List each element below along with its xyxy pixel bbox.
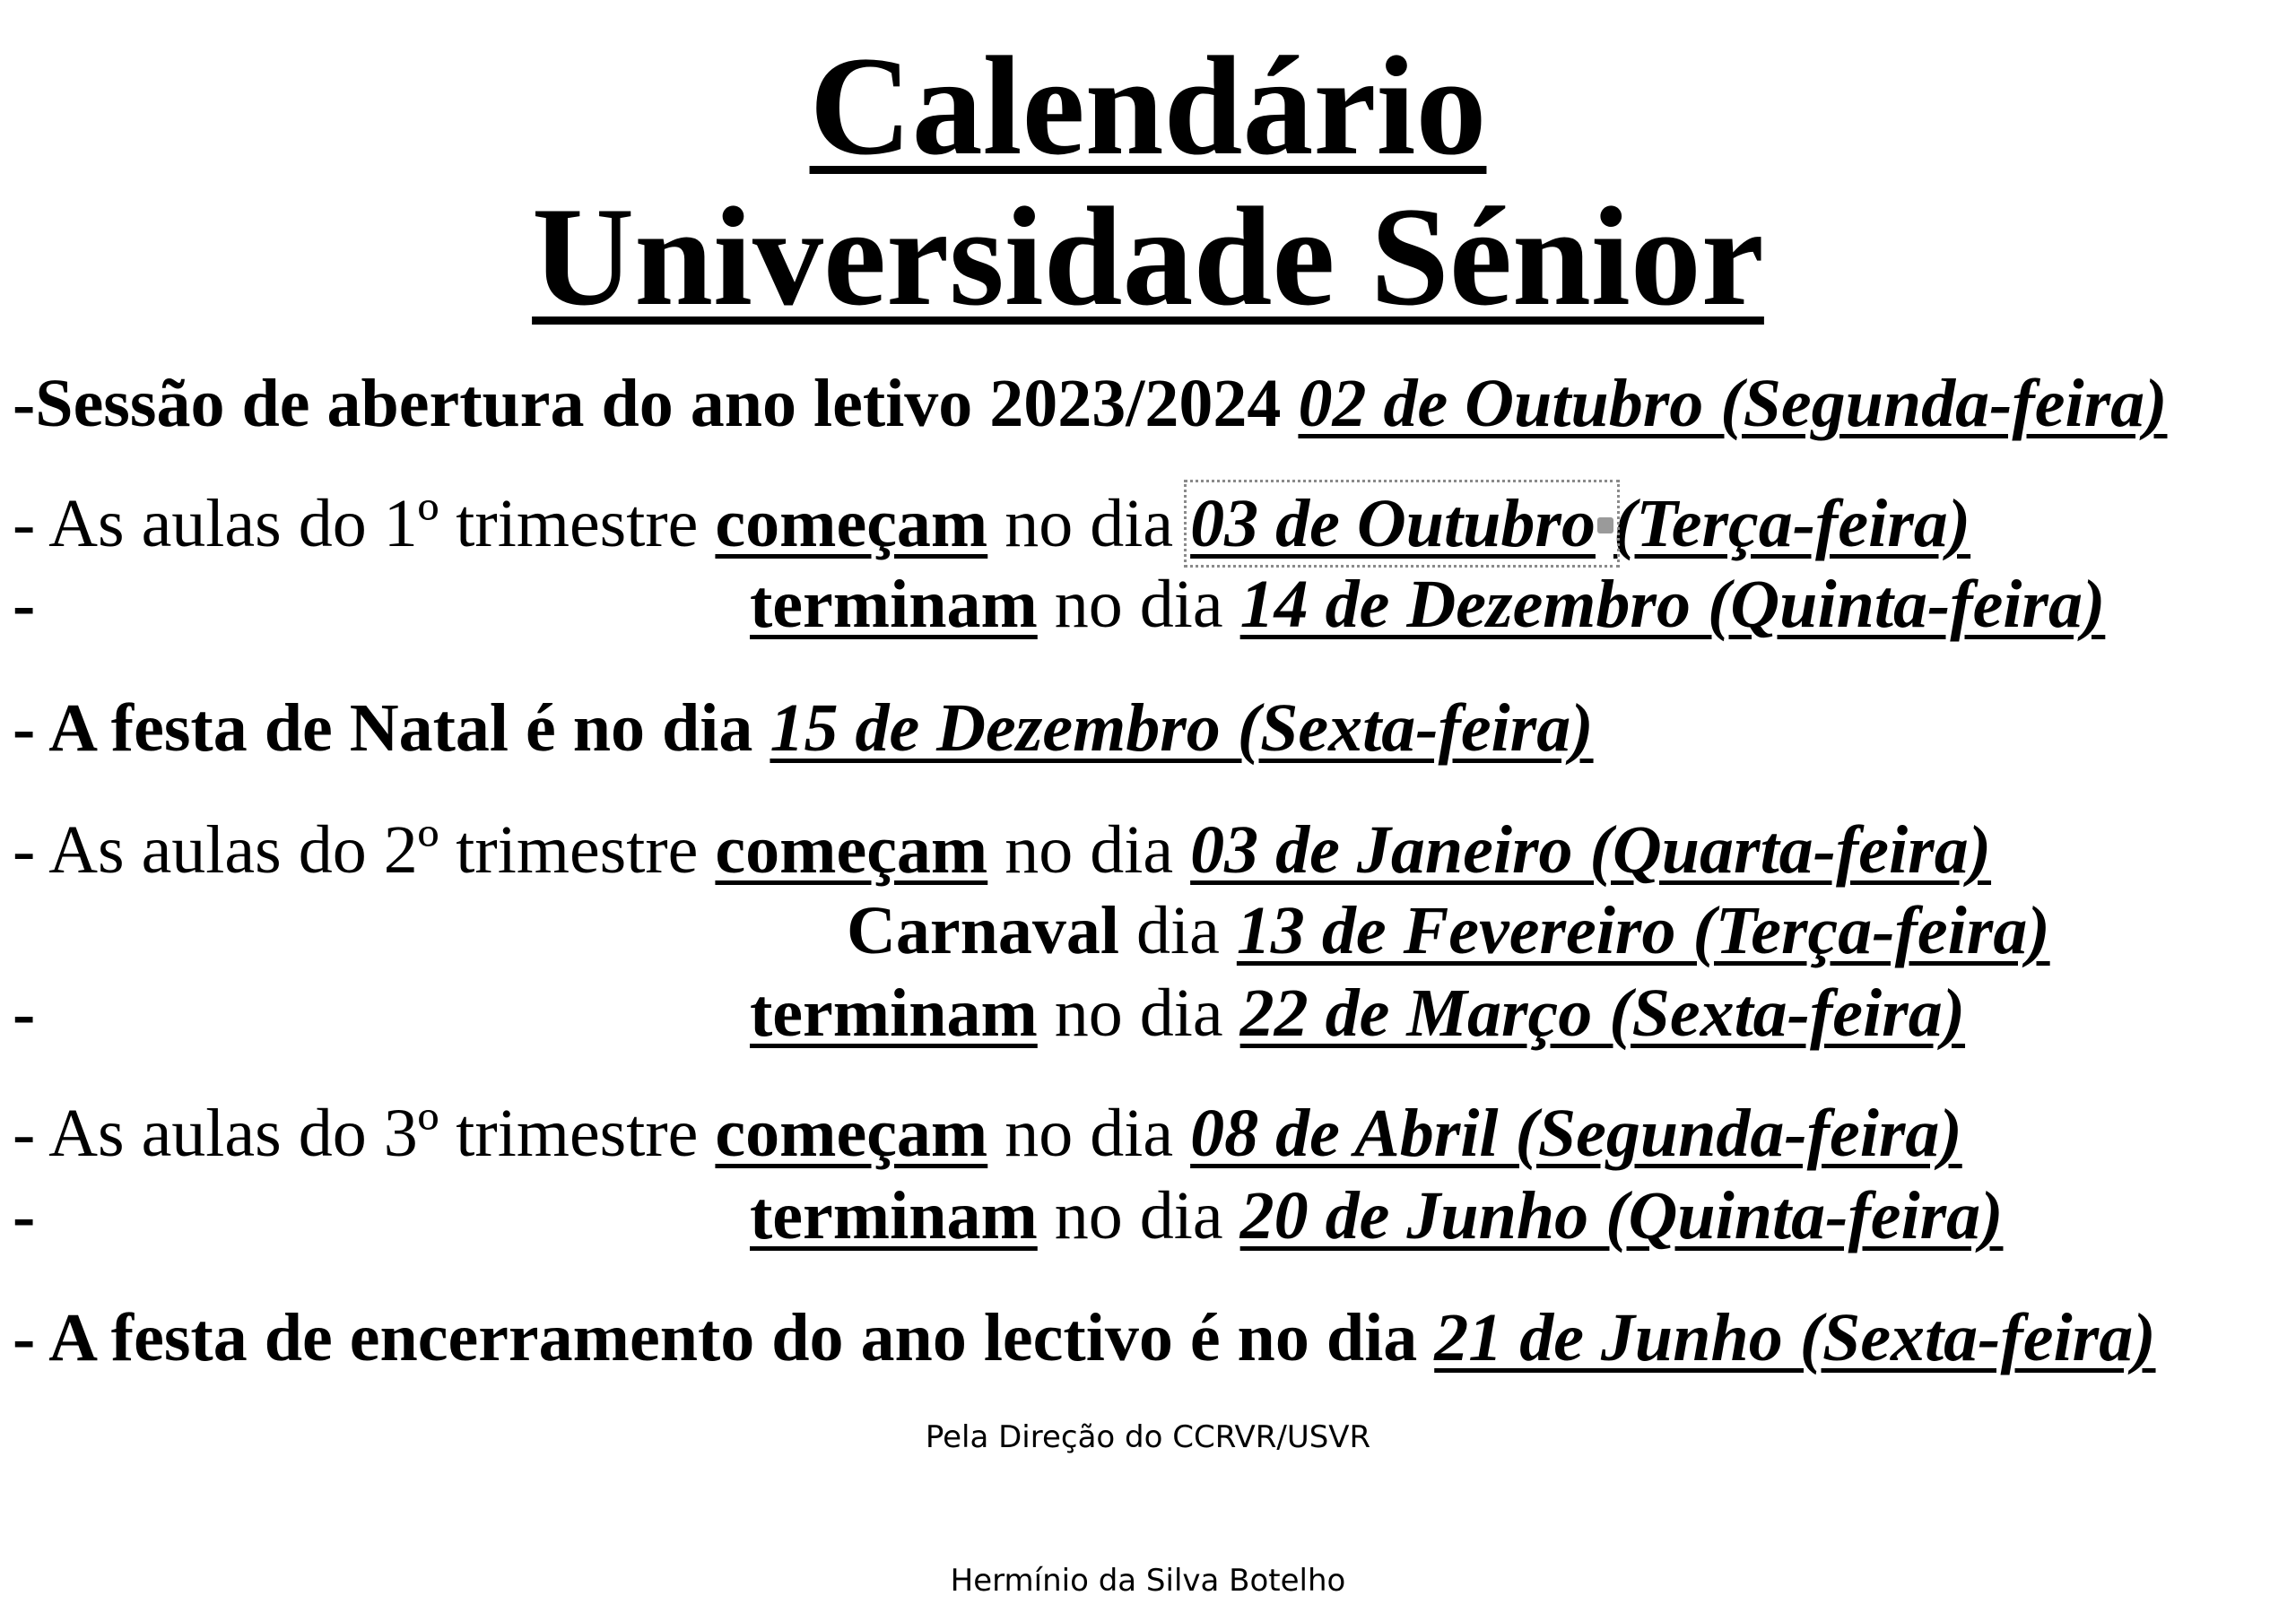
- term1-start-date-field[interactable]: [1190, 486, 1613, 561]
- closing-text: - A festa de encerramento do ano lectivo é no dia: [13, 1300, 1435, 1375]
- signature-by: Pela Direção do CCRVR/USVR: [925, 1419, 1371, 1455]
- christmas-date: 15 de Dezembro (Sexta-feira): [770, 690, 1594, 766]
- term1-end-date: 14 de Dezembro (Quinta-feira): [1239, 567, 2106, 642]
- term1-end-dash: -: [13, 567, 36, 642]
- term1-start-date-a: 03 de Outubro: [1190, 486, 1596, 561]
- term3-mid: no dia: [987, 1096, 1191, 1171]
- term1-end-word: terminam: [750, 567, 1038, 642]
- term1-start-date-b: (Terça-feira): [1613, 486, 1971, 561]
- term2-start-line: [13, 812, 1992, 888]
- closing-line: [13, 1300, 2156, 1375]
- signature-name: Hermínio da Silva Botelho: [950, 1563, 1346, 1599]
- term2-prefix: - As aulas do 2º trimestre: [13, 812, 716, 888]
- term1-start-line: [13, 486, 1971, 561]
- term2-end-word: terminam: [750, 976, 1038, 1051]
- term3-end-line: [750, 1178, 2004, 1253]
- term3-start-word: começam: [715, 1096, 988, 1171]
- opening-session-line: [13, 366, 2168, 441]
- term3-start-line: [13, 1096, 1962, 1171]
- term2-end-line: [750, 976, 1966, 1051]
- carnival-date: 13 de Fevereiro (Terça-feira): [1236, 893, 2050, 968]
- term2-start-date: 03 de Janeiro (Quarta-feira): [1190, 812, 1992, 888]
- opening-session-text: -Sessão de abertura do ano letivo 2023/2024: [13, 366, 1299, 441]
- carnival-mid: dia: [1119, 893, 1237, 968]
- term3-prefix: - As aulas do 3º trimestre: [13, 1096, 716, 1171]
- christmas-line: [13, 690, 1594, 766]
- closing-date: 21 de Junho (Sexta-feira): [1434, 1300, 2156, 1375]
- term2-end-date: 22 de Março (Sexta-feira): [1239, 976, 1966, 1051]
- term3-end-word: terminam: [750, 1178, 1038, 1253]
- title-line-2: Universidade Sénior: [532, 178, 1764, 335]
- opening-session-date: 02 de Outubro (Segunda-feira): [1298, 366, 2168, 441]
- term3-start-date: 08 de Abril (Segunda-feira): [1190, 1096, 1962, 1171]
- term1-mid: no dia: [987, 486, 1191, 561]
- term1-end-line: [750, 567, 2106, 642]
- term3-end-dash: -: [13, 1178, 36, 1253]
- title-line-1: Calendário: [809, 28, 1487, 185]
- term3-end-date: 20 de Junho (Quinta-feira): [1239, 1178, 2004, 1253]
- term3-end-mid: no dia: [1037, 1178, 1240, 1253]
- term2-start-word: começam: [715, 812, 988, 888]
- carnival-word: Carnaval: [847, 893, 1119, 968]
- christmas-text: - A festa de Natal é no dia: [13, 690, 770, 766]
- term2-mid: no dia: [987, 812, 1191, 888]
- term2-end-mid: no dia: [1037, 976, 1240, 1051]
- term2-end-dash: -: [13, 976, 36, 1051]
- term1-end-mid: no dia: [1037, 567, 1240, 642]
- term1-prefix: - As aulas do 1º trimestre: [13, 486, 716, 561]
- carnival-line: [847, 893, 2050, 968]
- term1-start-word: começam: [715, 486, 988, 561]
- dropdown-marker-icon[interactable]: [1597, 517, 1613, 533]
